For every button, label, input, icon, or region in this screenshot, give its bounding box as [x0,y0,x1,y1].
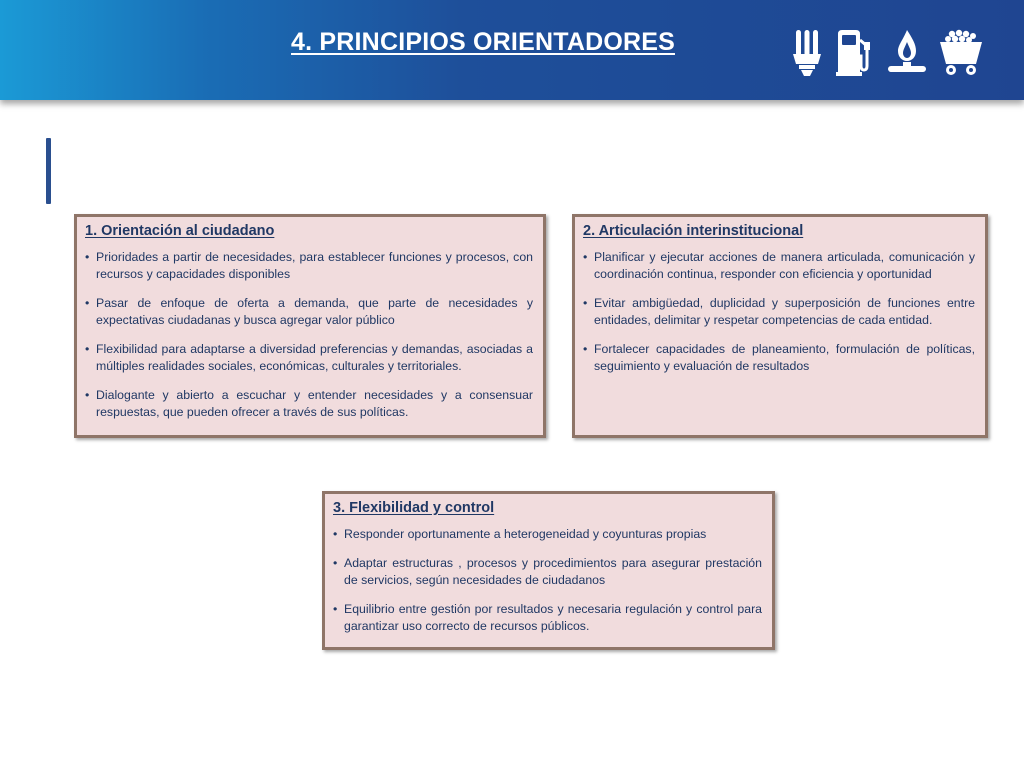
list-item: • Prioridades a partir de necesidades, para establecer funciones y procesos, con recursos y capacidades disponibles [85,249,533,283]
list-item: • Fortalecer capacidades de planeamiento, formulación de políticas, seguimiento y evaluación de resultados [583,341,975,375]
list-item: • Responder oportunamente a heterogeneidad y coyunturas propias [333,526,762,543]
light-bulb-icon [790,28,824,78]
card-orientacion-ciudadano [74,214,546,438]
page-title: 4. PRINCIPIOS ORIENTADORES [291,28,675,56]
list-item: • Pasar de enfoque de oferta a demanda, que parte de necesidades y expectativas ciudadanas y busca agregar valor público [85,295,533,329]
list-item: • Planificar y ejecutar acciones de manera articulada, comunicación y coordinación continua, responder con eficiencia y oportunidad [583,249,975,283]
mining-cart-icon [938,28,984,78]
list-item: • Flexibilidad para adaptarse a diversidad preferencias y demandas, asociadas a múltiples realidades sociales, económicas, culturales y territoriales. [85,341,533,375]
card-title: 1. Orientación al ciudadano [85,223,275,239]
list-item: • Equilibrio entre gestión por resultados y necesaria regulación y control para garantizar uso correcto de recursos públicos. [333,601,762,635]
bullet-list [333,526,762,635]
card-flexibilidad-control [322,491,775,650]
header-band [0,0,1024,100]
card-title: 2. Articulación interinstitucional [583,223,804,239]
list-item: • Evitar ambigüedad, duplicidad y superposición de funciones entre entidades, delimitar y respetar competencias de cada entidad. [583,295,975,329]
list-item: • Dialogante y abierto a escuchar y entender necesidades y a consensuar respuestas, que pueden ofrecer a través de sus políticas. [85,387,533,421]
gas-flame-icon [886,28,928,78]
list-item: • Adaptar estructuras , procesos y procedimientos para asegurar prestación de servicios, según necesidades de ciudadanos [333,555,762,589]
header-icons [790,28,990,80]
bullet-list [583,249,975,375]
fuel-pump-icon [834,28,874,78]
card-title: 3. Flexibilidad y control [333,500,495,516]
accent-bar [46,138,51,204]
bullet-list [85,249,533,421]
card-articulacion-interinstitucional [572,214,988,438]
